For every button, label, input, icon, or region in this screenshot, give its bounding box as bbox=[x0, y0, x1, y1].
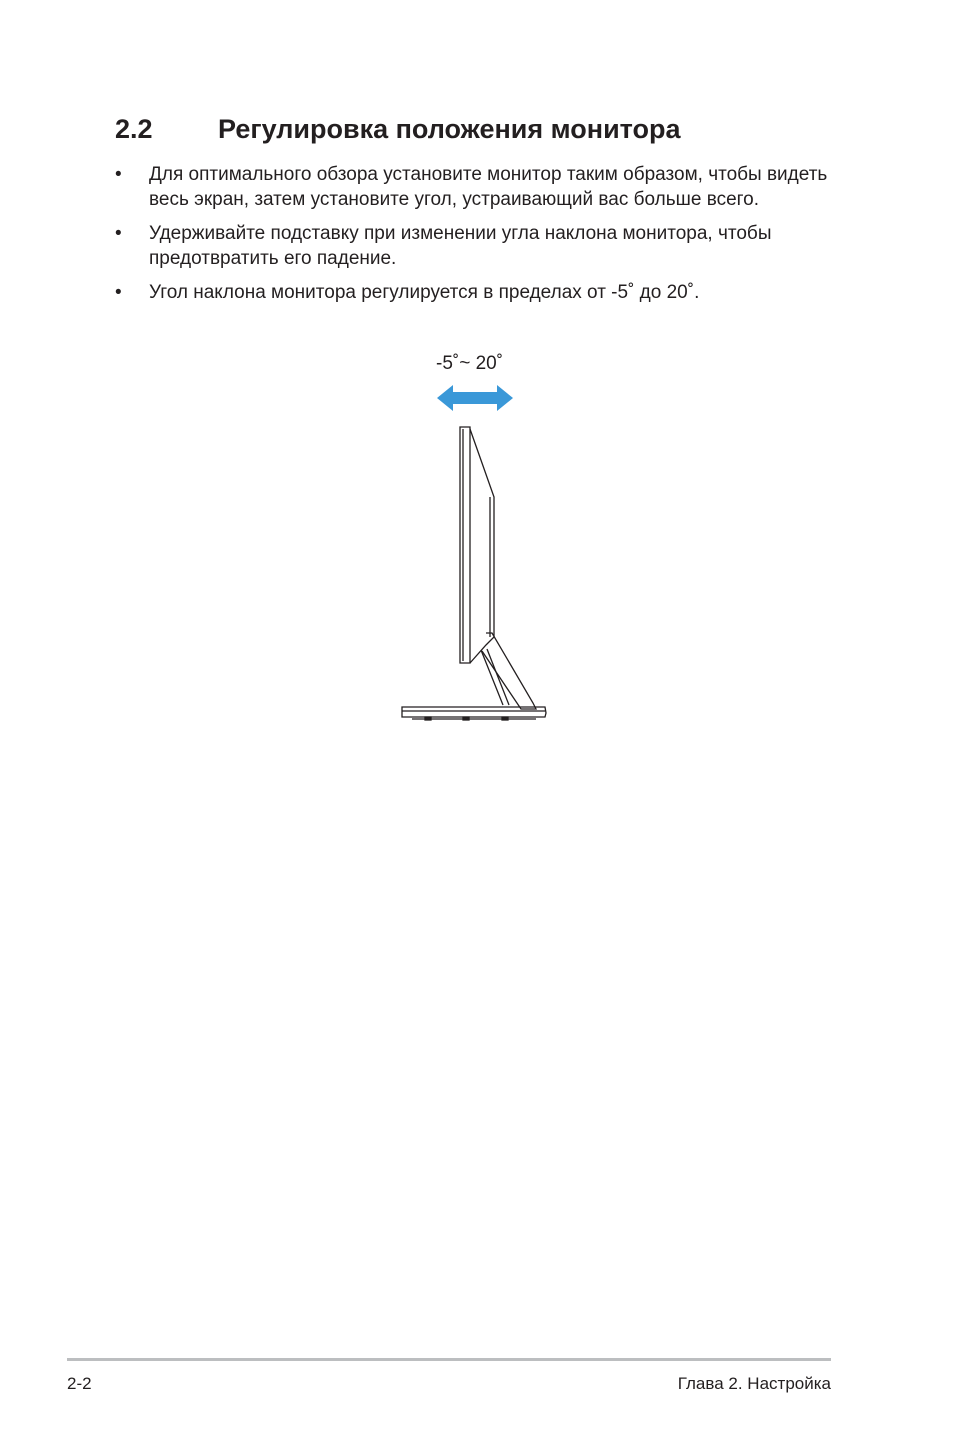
bullet-dot: • bbox=[115, 164, 122, 185]
chapter-title: Глава 2. Настройка bbox=[677, 1374, 831, 1393]
bullet-text: Угол наклона монитора регулируется в пределах от -5˚ до 20˚. bbox=[149, 282, 700, 303]
section-heading bbox=[115, 114, 681, 145]
monitor-side-view-icon bbox=[390, 345, 560, 730]
page-number: 2-2 bbox=[67, 1374, 92, 1393]
tilt-figure bbox=[390, 345, 560, 730]
bullet-text: Удерживайте подставку при изменении угла наклона монитора, чтобы предотвратить его падение. bbox=[149, 223, 772, 269]
bullet-dot: • bbox=[115, 282, 122, 303]
tilt-angle-label: -5˚~ 20˚ bbox=[436, 353, 504, 374]
section-number: 2.2 bbox=[115, 114, 153, 144]
section-title: Регулировка положения монитора bbox=[218, 114, 681, 144]
bullet-list bbox=[115, 162, 835, 314]
list-item bbox=[115, 280, 835, 305]
bullet-text: Для оптимального обзора установите монитор таким образом, чтобы видеть весь экран, затем установите угол, устраивающий вас больше всего. bbox=[149, 164, 828, 210]
bullet-dot: • bbox=[115, 223, 122, 244]
footer-divider bbox=[67, 1358, 831, 1361]
list-item bbox=[115, 221, 835, 271]
list-item bbox=[115, 162, 835, 212]
